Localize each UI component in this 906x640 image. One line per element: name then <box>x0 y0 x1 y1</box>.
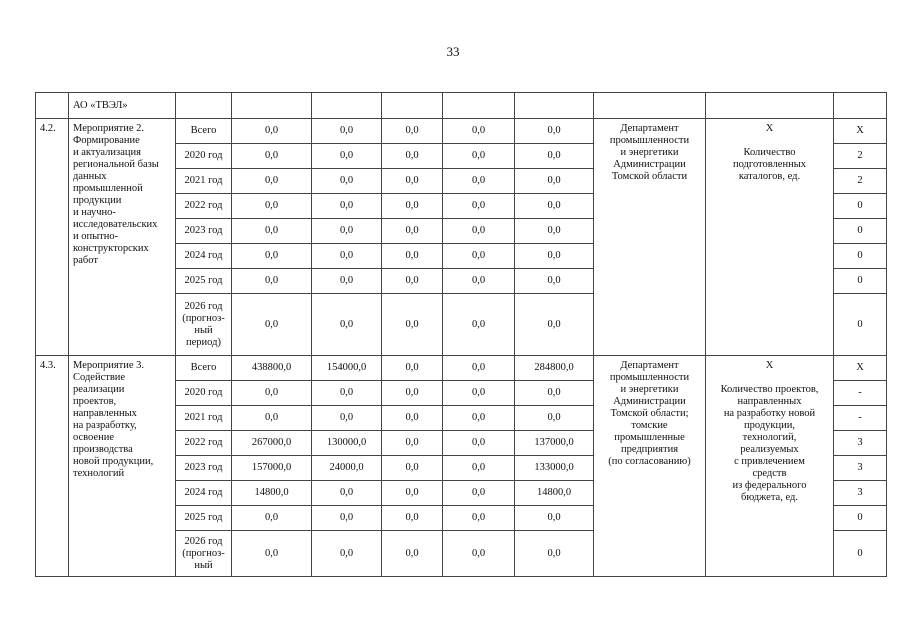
value-federal: 0,0 <box>312 169 382 194</box>
value-extrabudget: 0,0 <box>515 531 594 577</box>
value-federal: 0,0 <box>312 269 382 294</box>
value-federal: 24000,0 <box>312 456 382 481</box>
table-row <box>36 356 887 381</box>
table-cell <box>515 93 594 119</box>
value-regional: 0,0 <box>382 381 443 406</box>
value-extrabudget: 0,0 <box>515 406 594 431</box>
value-local: 0,0 <box>443 244 515 269</box>
value-local: 0,0 <box>443 269 515 294</box>
indicator-value: 0 <box>834 294 887 356</box>
value-extrabudget: 137000,0 <box>515 431 594 456</box>
indicator-cell <box>706 119 834 356</box>
table-cell <box>443 93 515 119</box>
value-extrabudget: 0,0 <box>515 269 594 294</box>
value-total: 0,0 <box>232 219 312 244</box>
value-total: 0,0 <box>232 194 312 219</box>
value-federal: 0,0 <box>312 531 382 577</box>
indicator-text: Количество проектов, направленных на разработку новой продукции, технологий, реализуемых с привлечением средств из федерального бюджета, ед. <box>720 384 819 503</box>
value-regional: 0,0 <box>382 119 443 144</box>
value-total: 0,0 <box>232 506 312 531</box>
value-local: 0,0 <box>443 294 515 356</box>
previous-row-group <box>36 93 887 119</box>
page-number: 33 <box>446 44 460 59</box>
value-regional: 0,0 <box>382 219 443 244</box>
value-regional: 0,0 <box>382 244 443 269</box>
table-cell <box>312 93 382 119</box>
value-extrabudget: 284800,0 <box>515 356 594 381</box>
value-extrabudget: 0,0 <box>515 219 594 244</box>
indicator-value: 2 <box>834 144 887 169</box>
value-regional: 0,0 <box>382 144 443 169</box>
value-federal: 0,0 <box>312 506 382 531</box>
sections-body <box>36 119 887 577</box>
year-label: 2021 год <box>176 169 232 194</box>
year-label: Всего <box>176 119 232 144</box>
table-cell <box>706 93 834 119</box>
value-extrabudget: 0,0 <box>515 506 594 531</box>
year-label: Всего <box>176 356 232 381</box>
value-local: 0,0 <box>443 219 515 244</box>
indicator-value: X <box>834 356 887 381</box>
table-row <box>36 93 887 119</box>
activity-name: Мероприятие 3. Содействие реализации проектов, направленных на разработку, освоение производства новой продукции, технологий <box>69 356 176 577</box>
value-regional: 0,0 <box>382 456 443 481</box>
value-total: 0,0 <box>232 169 312 194</box>
value-federal: 130000,0 <box>312 431 382 456</box>
year-label: 2024 год <box>176 244 232 269</box>
indicator-value: - <box>834 381 887 406</box>
table-cell <box>36 93 69 119</box>
value-local: 0,0 <box>443 169 515 194</box>
year-label: 2022 год <box>176 194 232 219</box>
value-total: 0,0 <box>232 119 312 144</box>
year-label: 2021 год <box>176 406 232 431</box>
responsible-department: Департамент промышленности и энергетики Администрации Томской области; томские промышленные предприятия (по согласованию) <box>594 356 706 577</box>
indicator-value: 0 <box>834 506 887 531</box>
indicator-text: Количество подготовленных каталогов, ед. <box>732 147 807 182</box>
value-local: 0,0 <box>443 194 515 219</box>
year-label: 2024 год <box>176 481 232 506</box>
value-extrabudget: 14800,0 <box>515 481 594 506</box>
table-row <box>36 119 887 144</box>
section-number: 4.2. <box>36 119 69 356</box>
value-federal: 0,0 <box>312 406 382 431</box>
value-total: 0,0 <box>232 244 312 269</box>
value-regional: 0,0 <box>382 406 443 431</box>
table-cell <box>834 93 887 119</box>
value-local: 0,0 <box>443 431 515 456</box>
value-extrabudget: 0,0 <box>515 244 594 269</box>
value-total: 438800,0 <box>232 356 312 381</box>
value-federal: 0,0 <box>312 244 382 269</box>
year-label: 2023 год <box>176 219 232 244</box>
value-federal: 0,0 <box>312 481 382 506</box>
year-label: 2020 год <box>176 144 232 169</box>
year-label: 2025 год <box>176 269 232 294</box>
indicator-cell <box>706 356 834 577</box>
value-local: 0,0 <box>443 406 515 431</box>
value-total: 267000,0 <box>232 431 312 456</box>
value-total: 0,0 <box>232 144 312 169</box>
indicator-value: 0 <box>834 219 887 244</box>
indicator-value: 0 <box>834 269 887 294</box>
value-total: 0,0 <box>232 406 312 431</box>
year-label: 2023 год <box>176 456 232 481</box>
value-local: 0,0 <box>443 119 515 144</box>
value-total: 14800,0 <box>232 481 312 506</box>
value-federal: 0,0 <box>312 219 382 244</box>
value-local: 0,0 <box>443 356 515 381</box>
value-local: 0,0 <box>443 456 515 481</box>
organization-name: АО «ТВЭЛ» <box>69 93 176 119</box>
value-local: 0,0 <box>443 506 515 531</box>
value-regional: 0,0 <box>382 269 443 294</box>
value-extrabudget: 0,0 <box>515 194 594 219</box>
value-regional: 0,0 <box>382 356 443 381</box>
program-table <box>35 92 887 577</box>
indicator-value: 0 <box>834 194 887 219</box>
year-label: 2022 год <box>176 431 232 456</box>
responsible-department: Департамент промышленности и энергетики Администрации Томской области <box>594 119 706 356</box>
value-total: 0,0 <box>232 531 312 577</box>
value-regional: 0,0 <box>382 506 443 531</box>
value-federal: 154000,0 <box>312 356 382 381</box>
value-total: 0,0 <box>232 269 312 294</box>
value-federal: 0,0 <box>312 144 382 169</box>
value-extrabudget: 0,0 <box>515 169 594 194</box>
value-federal: 0,0 <box>312 119 382 144</box>
indicator-x: X <box>765 360 774 371</box>
indicator-value: 3 <box>834 456 887 481</box>
value-regional: 0,0 <box>382 481 443 506</box>
section-number: 4.3. <box>36 356 69 577</box>
year-label: 2025 год <box>176 506 232 531</box>
value-extrabudget: 0,0 <box>515 381 594 406</box>
indicator-value: 3 <box>834 481 887 506</box>
value-total: 157000,0 <box>232 456 312 481</box>
table-cell <box>594 93 706 119</box>
year-label: 2026 год (прогноз- ный период) <box>176 294 232 356</box>
value-federal: 0,0 <box>312 294 382 356</box>
table-cell <box>382 93 443 119</box>
value-regional: 0,0 <box>382 431 443 456</box>
value-local: 0,0 <box>443 531 515 577</box>
indicator-x: X <box>765 123 774 134</box>
year-label: 2026 год (прогноз- ный <box>176 531 232 577</box>
value-regional: 0,0 <box>382 531 443 577</box>
indicator-value: - <box>834 406 887 431</box>
indicator-value: X <box>834 119 887 144</box>
value-regional: 0,0 <box>382 294 443 356</box>
value-extrabudget: 0,0 <box>515 119 594 144</box>
value-extrabudget: 0,0 <box>515 144 594 169</box>
value-total: 0,0 <box>232 381 312 406</box>
indicator-value: 2 <box>834 169 887 194</box>
year-label: 2020 год <box>176 381 232 406</box>
indicator-value: 0 <box>834 244 887 269</box>
value-local: 0,0 <box>443 481 515 506</box>
value-regional: 0,0 <box>382 194 443 219</box>
value-extrabudget: 133000,0 <box>515 456 594 481</box>
table-cell <box>176 93 232 119</box>
value-total: 0,0 <box>232 294 312 356</box>
value-local: 0,0 <box>443 144 515 169</box>
value-extrabudget: 0,0 <box>515 294 594 356</box>
value-federal: 0,0 <box>312 381 382 406</box>
table-cell <box>232 93 312 119</box>
value-federal: 0,0 <box>312 194 382 219</box>
value-regional: 0,0 <box>382 169 443 194</box>
value-local: 0,0 <box>443 381 515 406</box>
activity-name: Мероприятие 2. Формирование и актуализация региональной базы данных промышленной продукции и научно- исследовательских и опытно- конструкторских работ <box>69 119 176 356</box>
indicator-value: 0 <box>834 531 887 577</box>
indicator-value: 3 <box>834 431 887 456</box>
